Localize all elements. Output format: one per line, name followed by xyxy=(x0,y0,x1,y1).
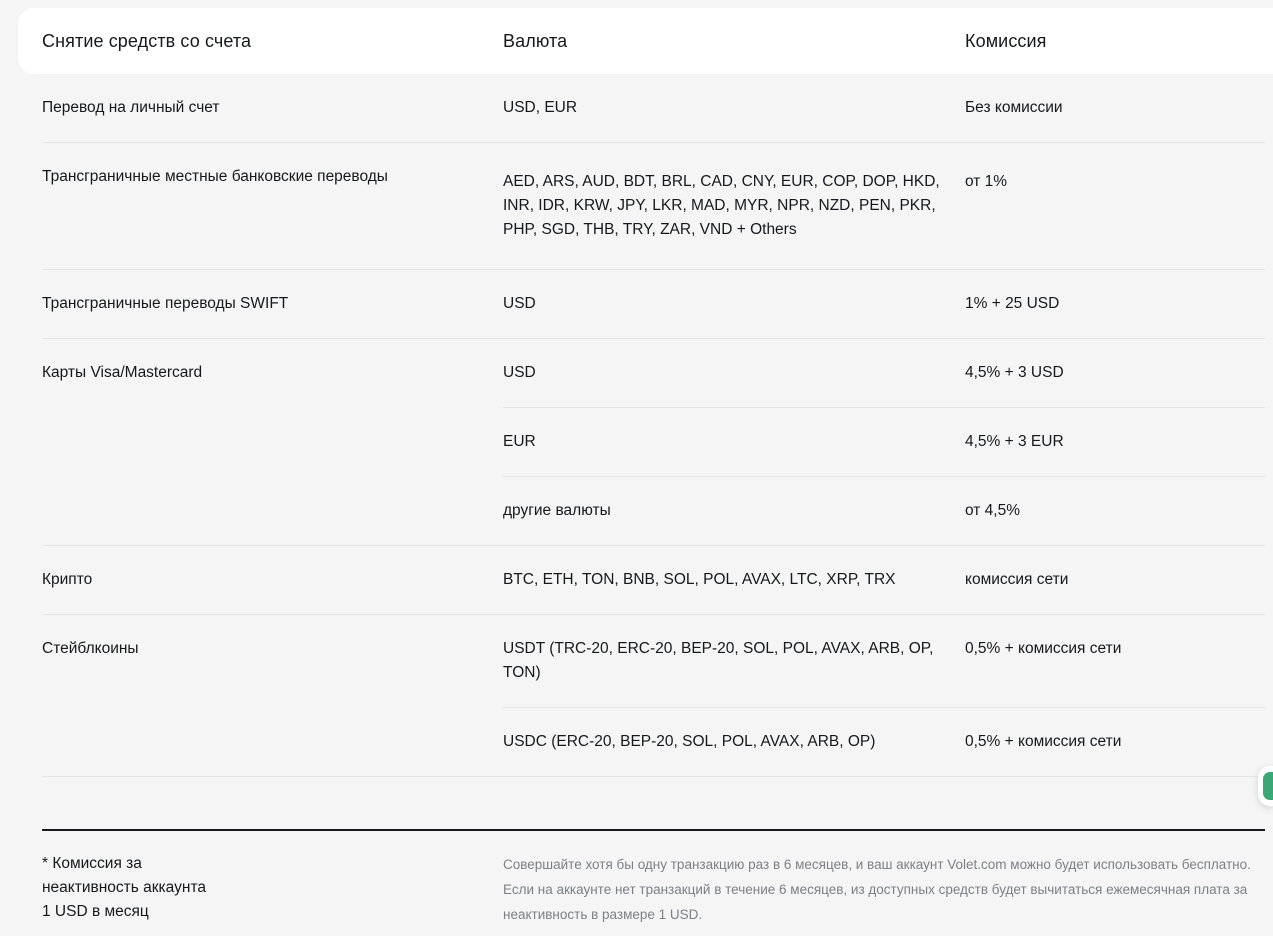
fee-cell: от 4,5% xyxy=(965,502,1021,519)
row-label: Карты Visa/Mastercard xyxy=(42,364,203,381)
inactivity-legal-text: Совершайте хотя бы одну транзакцию раз в 6 месяцев, и ваш аккаунт Volet.com можно будет использовать бесплатно. Если на аккаунте нет транзакций в течение 6 месяцев, из доступных средств будет вычитаться ежемесячная плата за неактивность в размере 1 USD. xyxy=(503,857,1251,922)
currency-cell: AED, ARS, AUD, BDT, BRL, CAD, CNY, EUR, COP, DOP, HKD, INR, IDR, KRW, JPY, LKR, MAD, MYR, NPR, NZD, PEN, PKR, PHP, SGD, THB, TRY, ZAR, VND + Others xyxy=(503,173,940,238)
table-subrow xyxy=(503,615,1265,707)
table-row xyxy=(42,143,1265,270)
fee-cell: 0,5% + комиссия сети xyxy=(965,640,1122,657)
inactivity-fee-note-line: 1 USD в месяц xyxy=(42,903,149,920)
table-subrow xyxy=(503,476,1265,545)
row-label: Стейблкоины xyxy=(42,640,139,657)
inactivity-fee-note-line: неактивность аккаунта xyxy=(42,879,206,896)
chat-icon xyxy=(1263,772,1273,800)
currency-cell: другие валюты xyxy=(503,502,611,519)
currency-cell: BTC, ETH, TON, BNB, SOL, POL, AVAX, LTC, XRP, TRX xyxy=(503,571,896,588)
row-label: Трансграничные переводы SWIFT xyxy=(42,295,289,312)
inactivity-fee-note xyxy=(42,852,503,927)
fees-table xyxy=(42,74,1265,849)
support-widget-button[interactable] xyxy=(1258,766,1273,806)
header-operation-column: Снятие средств со счета xyxy=(42,30,252,51)
row-label: Трансграничные местные банковские переводы xyxy=(42,168,388,185)
fee-cell: 4,5% + 3 EUR xyxy=(965,433,1064,450)
inactivity-fee-note-line: * Комиссия за xyxy=(42,855,142,872)
table-subrow xyxy=(503,74,1265,142)
table-row xyxy=(42,339,1265,546)
table-subrow xyxy=(503,270,1265,338)
currency-cell: USDC (ERC-20, BEP-20, SOL, POL, AVAX, ARB, OP) xyxy=(503,733,876,750)
currency-cell: USDT (TRC-20, ERC-20, BEP-20, SOL, POL, AVAX, ARB, OP, TON) xyxy=(503,640,934,681)
fee-cell: 1% + 25 USD xyxy=(965,295,1060,312)
row-label: Крипто xyxy=(42,571,93,588)
currency-cell: USD, EUR xyxy=(503,99,578,116)
currency-cell: USD xyxy=(503,364,536,381)
table-row xyxy=(42,270,1265,339)
fee-cell: от 1% xyxy=(965,173,1008,190)
table-subrow xyxy=(503,707,1265,776)
table-subrow xyxy=(503,407,1265,476)
fee-cell: Без комиссии xyxy=(965,99,1063,116)
header-currency-column: Валюта xyxy=(503,30,568,51)
table-header xyxy=(18,8,1273,74)
currency-cell: USD xyxy=(503,295,536,312)
header-fee-column: Комиссия xyxy=(965,30,1047,51)
table-subrow xyxy=(503,546,1265,614)
table-row xyxy=(42,615,1265,777)
row-label: Перевод на личный счет xyxy=(42,99,220,116)
fee-cell: комиссия сети xyxy=(965,571,1069,588)
fee-cell: 4,5% + 3 USD xyxy=(965,364,1064,381)
footer xyxy=(42,829,1265,927)
bottom-edge xyxy=(0,936,1273,944)
table-row xyxy=(42,74,1265,143)
fee-cell: 0,5% + комиссия сети xyxy=(965,733,1122,750)
currency-cell: EUR xyxy=(503,433,536,450)
table-subrow xyxy=(503,339,1265,407)
table-row xyxy=(42,546,1265,615)
table-subrow xyxy=(503,143,1265,269)
